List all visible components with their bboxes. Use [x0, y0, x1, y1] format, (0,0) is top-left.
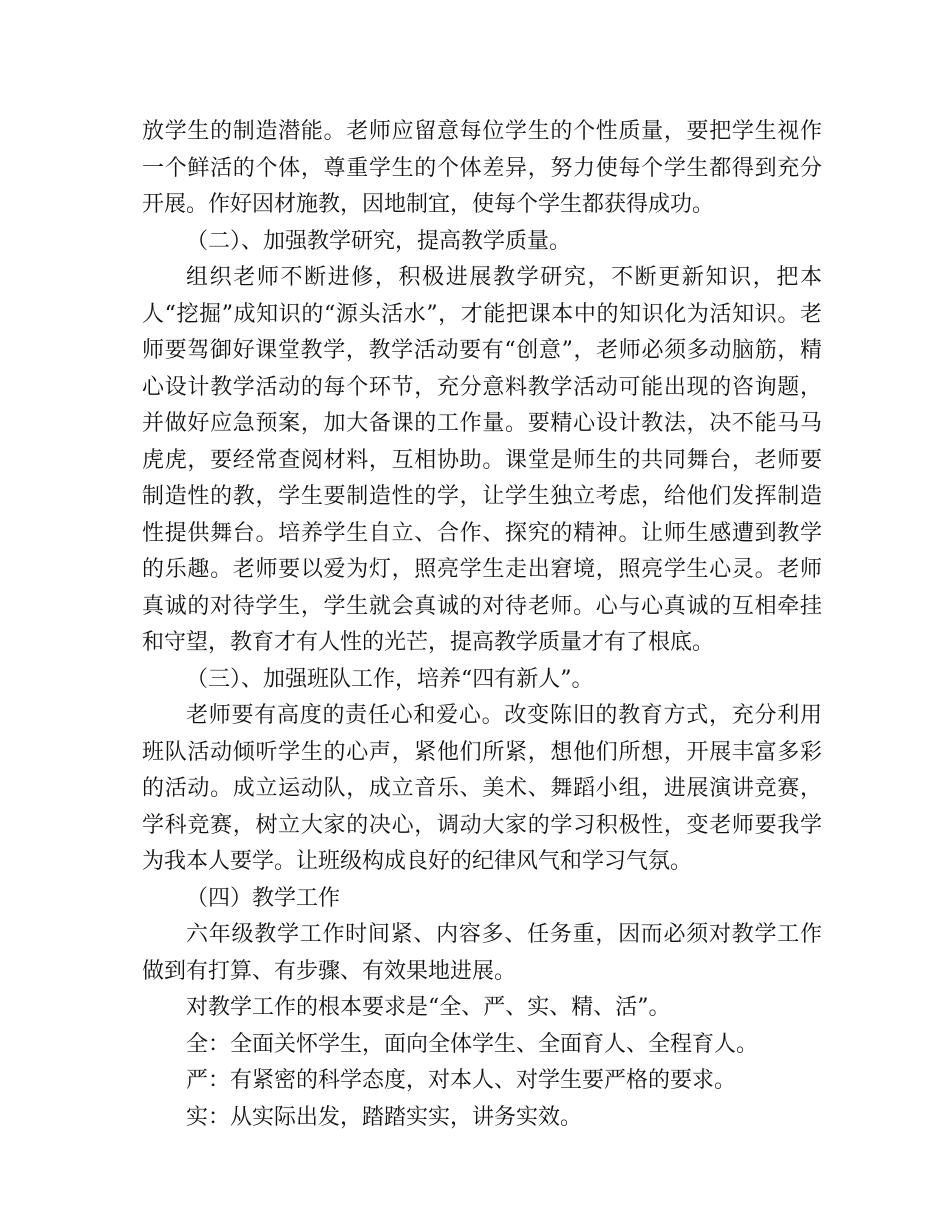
section-heading-4: （四）教学工作 — [186, 885, 341, 911]
section-heading-3: （三）、加强班队工作，培养“四有新人”。 — [186, 666, 594, 692]
paragraph-teaching-research: 组织老师不断进修，积极进展教学研究，不断更新知识，把本人“挖掘”成知识的“源头活水”，才能把课本中的知识化为活知识。老师要驾御好课堂教学，教学活动要有“创意”，老师必须多动脑筋，精心设计教学活动的每个环节，充分意料教学活动可能出现的咨询题，并做好应急预案，加大备课的工作量。要精心设计教法，决不能马马虎虎，要经常查阅材料，互相协助。课堂是师生的共同舞台，老师要制造性的教，学生要制造性的学，让学生独立考虑，给他们发挥制造性提供舞台。培养学生自立、合作、探究的精神。让师生感遭到教学的乐趣。老师要以爱为灯，照亮学生走出窘境，照亮学生心灵。老师真诚的对待学生，学生就会真诚的对待老师。心与心真诚的互相牵挂和守望，教育才有人性的光芒，提高教学质量才有了根底。 — [142, 265, 822, 655]
paragraph-teaching-work: 六年级教学工作时间紧、内容多、任务重，因而必须对教学工作做到有打算、有步骤、有效果地进展。 — [142, 922, 822, 984]
paragraph-class-work: 老师要有高度的责任心和爱心。改变陈旧的教育方式，充分利用班队活动倾听学生的心声，紧他们所紧，想他们所想，开展丰富多彩的活动。成立运动队，成立音乐、美术、舞蹈小组，进展演讲竞赛，学科竞赛，树立大家的决心，调动大家的学习积极性，变老师要我学为我本人要学。让班级构成良好的纪律风气和学习气氛。 — [142, 703, 822, 874]
paragraph-continuation: 放学生的制造潜能。老师应留意每位学生的个性质量，要把学生视作一个鲜活的个体，尊重学生的个体差异，努力使每个学生都得到充分开展。作好因材施教，因地制宜，使每个学生都获得成功。 — [142, 119, 822, 217]
list-item-yan: 严：有紧密的科学态度，对本人、对学生要严格的要求。 — [186, 1068, 737, 1093]
paragraph-basic-requirements: 对教学工作的根本要求是“全、严、实、精、活”。 — [186, 995, 671, 1020]
document-body — [142, 114, 822, 1136]
section-heading-2: （二）、加强教学研究，提高教学质量。 — [186, 228, 572, 254]
list-item-shi: 实：从实际出发，踏踏实实，讲务实效。 — [186, 1104, 583, 1130]
list-item-quan: 全：全面关怀学生，面向全体学生、全面育人、全程育人。 — [186, 1031, 759, 1057]
